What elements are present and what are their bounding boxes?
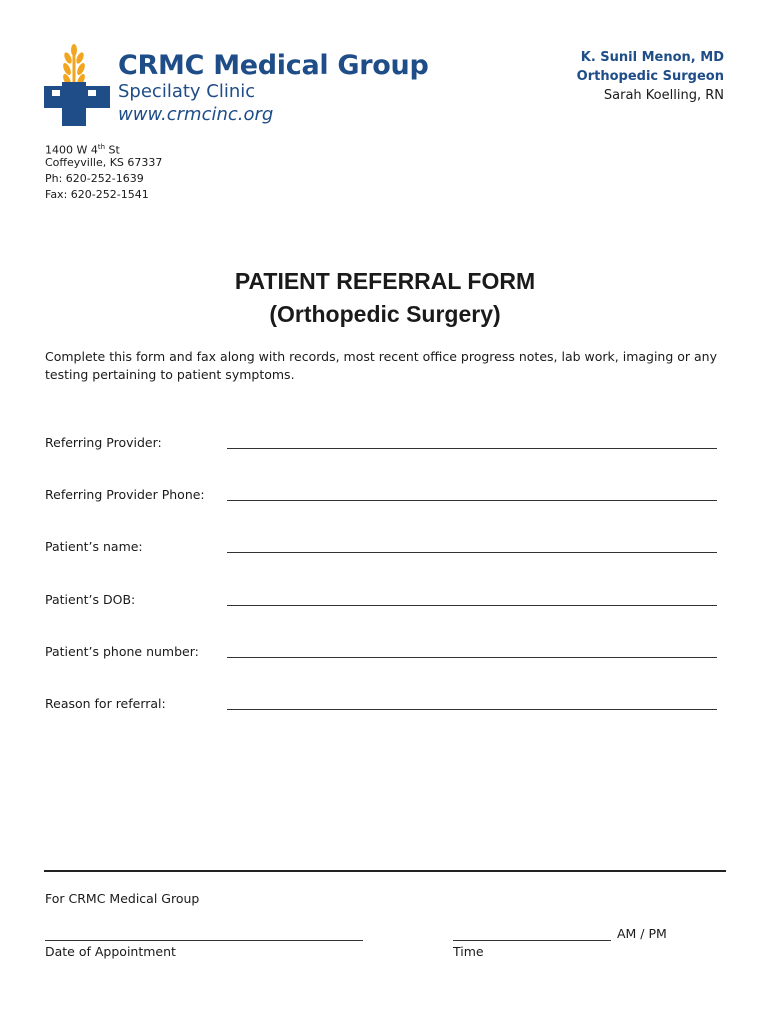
crmc-logo-icon	[44, 44, 114, 126]
org-name: CRMC Medical Group	[118, 50, 429, 81]
date-of-appointment-label: Date of Appointment	[45, 944, 176, 959]
address-street: 1400 W 4th St	[45, 143, 120, 157]
am-pm-label: AM / PM	[617, 926, 667, 941]
field-label-referring-provider: Referring Provider:	[45, 435, 162, 450]
address-city: Coffeyville, KS 67337	[45, 156, 163, 169]
field-label-patient-dob: Patient’s DOB:	[45, 592, 136, 607]
field-label-referring-provider-phone: Referring Provider Phone:	[45, 487, 205, 502]
field-input-referring-provider-phone[interactable]	[227, 500, 717, 501]
field-label-patient-name: Patient’s name:	[45, 539, 143, 554]
field-input-referring-provider[interactable]	[227, 448, 717, 449]
field-input-patient-name[interactable]	[227, 552, 717, 553]
address-fax: Fax: 620-252-1541	[45, 188, 149, 201]
address-phone: Ph: 620-252-1639	[45, 172, 144, 185]
footer-divider	[44, 870, 726, 872]
time-input[interactable]	[453, 940, 611, 941]
org-subtitle: Specilaty Clinic	[118, 81, 256, 102]
date-of-appointment-input[interactable]	[45, 940, 363, 941]
form-subtitle: (Orthopedic Surgery)	[269, 301, 501, 327]
provider-title: Orthopedic Surgeon	[576, 69, 724, 84]
for-crmc-label: For CRMC Medical Group	[45, 891, 200, 906]
field-input-patient-phone[interactable]	[227, 657, 717, 658]
field-input-reason-for-referral[interactable]	[227, 709, 717, 710]
form-title: PATIENT REFERRAL FORM	[234, 268, 536, 294]
field-label-reason-for-referral: Reason for referral:	[45, 696, 166, 711]
field-input-patient-dob[interactable]	[227, 605, 717, 606]
time-label: Time	[453, 944, 484, 959]
nurse-name: Sarah Koelling, RN	[603, 88, 724, 103]
instructions: Complete this form and fax along with records, most recent office progress notes, lab work, imaging or any testing pertaining to patient symptoms.	[45, 349, 718, 382]
org-website: www.crmcinc.org	[118, 104, 274, 125]
provider-name: K. Sunil Menon, MD	[580, 50, 724, 65]
field-label-patient-phone: Patient’s phone number:	[45, 644, 199, 659]
